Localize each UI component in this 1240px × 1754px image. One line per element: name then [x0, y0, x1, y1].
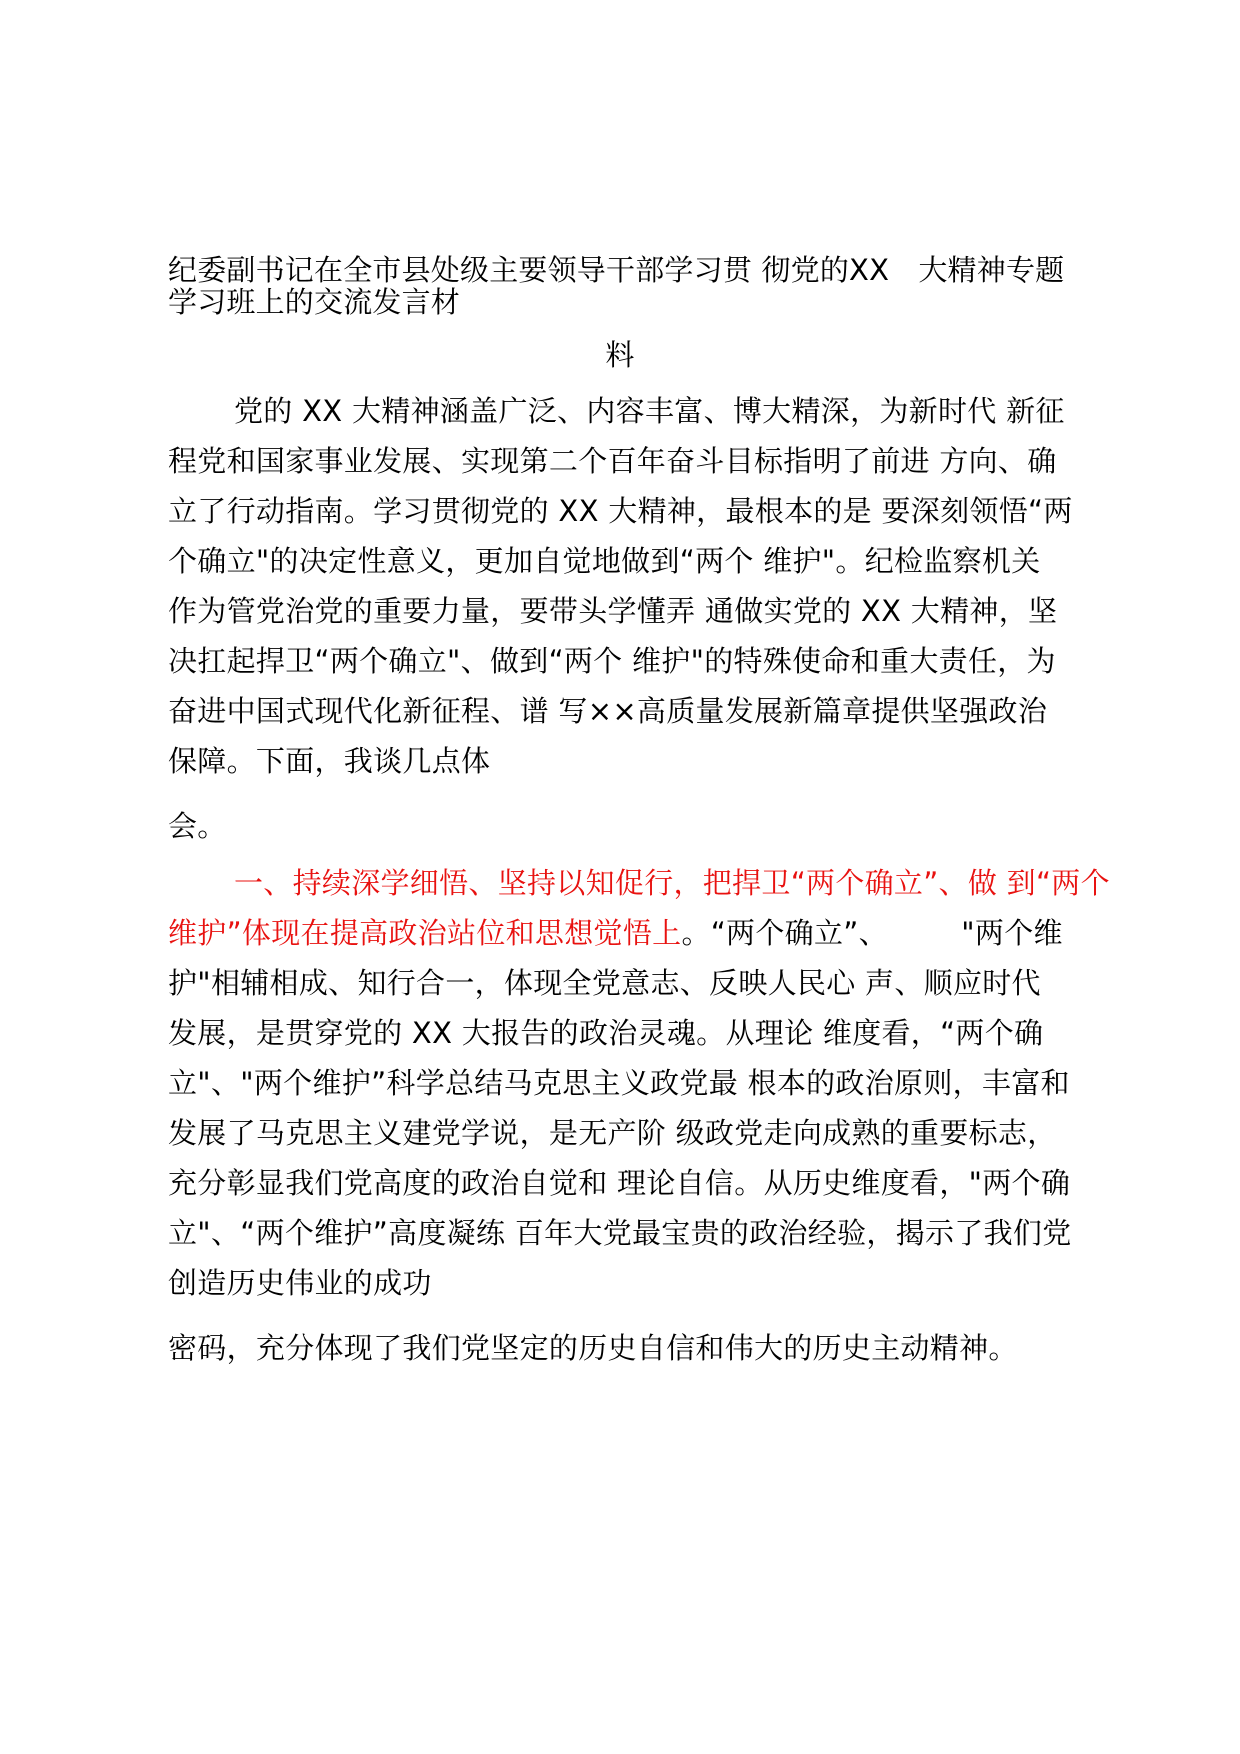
section1-line-4: 发展，是贯穿党的 XX 大报告的政治灵魂。从理论 维度看，“两个确 — [168, 1016, 1044, 1050]
section1-line-3: 护"相辅相成、知行合一，体现全党意志、反映人民心 声、顺应时代 — [168, 966, 1041, 1000]
paragraph1-line-7: 奋进中国式现代化新征程、谱 写××高质量发展新篇章提供坚强政治 — [168, 694, 1048, 728]
document-title-line-2: 学习班上的交流发言材 — [168, 285, 461, 319]
paragraph1-line-9: 会。 — [168, 809, 227, 843]
section1-line-6: 发展了马克思主义建党学说，是无产阶 级政党走向成熟的重要标志， — [168, 1116, 1057, 1150]
section1-line-9: 创造历史伟业的成功 — [168, 1266, 432, 1300]
section1-line-8: 立"、“两个维护”高度凝练 百年大党最宝贵的政治经验，揭示了我们党 — [168, 1216, 1072, 1250]
section1-heading-line-2: 维护”体现在提高政治站位和思想觉悟上 — [168, 916, 682, 950]
paragraph1-line-3: 立了行动指南。学习贯彻党的 XX 大精神，最根本的是 要深刻领悟“两 — [168, 494, 1073, 528]
paragraph1-line-8: 保障。下面，我谈几点体 — [168, 744, 491, 778]
paragraph1-line-4: 个确立"的决定性意义，更加自觉地做到“两个 维护"。纪检监察机关 — [168, 544, 1041, 578]
section1-line-10: 密码，充分体现了我们党坚定的历史自信和伟大的历史主动精神。 — [168, 1331, 1018, 1365]
document-title-line-1: 纪委副书记在全市县处级主要领导干部学习贯 彻党的XX 大精神专题 — [168, 253, 1065, 287]
section1-line-5: 立"、"两个维护”科学总结马克思主义政党最 根本的政治原则，丰富和 — [168, 1066, 1070, 1100]
section1-heading-line-1: 一、持续深学细悟、坚持以知促行，把捍卫“两个确立”、做 到“两个 — [234, 866, 1110, 900]
section1-line-7: 充分彰显我们党高度的政治自觉和 理论自信。从历史维度看，"两个确 — [168, 1166, 1071, 1200]
paragraph1-line-5: 作为管党治党的重要力量，要带头学懂弄 通做实党的 XX 大精神，坚 — [168, 594, 1058, 628]
section1-line-2-rest: 。“两个确立”、 "两个维 — [681, 916, 1063, 950]
paragraph1-line-2: 程党和国家事业发展、实现第二个百年奋斗目标指明了前进 方向、确 — [168, 444, 1057, 478]
section1-line-2 — [168, 915, 1063, 951]
paragraph1-line-6: 决扛起捍卫“两个确立"、做到“两个 维护"的特殊使命和重大责任，为 — [168, 644, 1056, 678]
paragraph1-line-1: 党的 XX 大精神涵盖广泛、内容丰富、博大精深，为新时代 新征 — [234, 394, 1065, 428]
document-title-line-3: 料 — [605, 338, 635, 372]
